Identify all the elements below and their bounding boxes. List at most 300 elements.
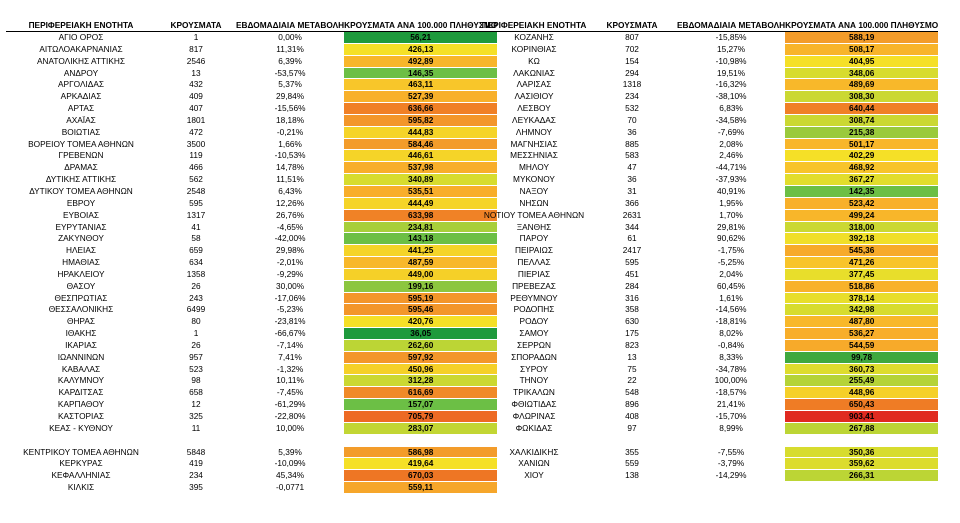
weekly-change-cell: 2,46% bbox=[719, 150, 743, 161]
cases-cell: 817 bbox=[189, 43, 203, 54]
per100k-cell: 449,00 bbox=[344, 268, 497, 280]
table-row bbox=[481, 375, 938, 387]
region-cell: ΚΑΣΤΟΡΙΑΣ bbox=[57, 411, 105, 421]
table-row bbox=[6, 150, 497, 162]
cases-cell: 1318 bbox=[622, 79, 642, 90]
weekly-change-cell bbox=[236, 434, 344, 446]
cases-cell: 26 bbox=[191, 339, 201, 350]
region-cell: ΓΡΕΒΕΝΩΝ bbox=[58, 150, 104, 161]
header-region: ΠΕΡΙΦΕΡΕΙΑΚΗ ΕΝΟΤΗΤΑ bbox=[6, 8, 156, 32]
cases-cell: 6499 bbox=[186, 304, 206, 315]
weekly-change-cell: -34,78% bbox=[715, 363, 747, 374]
weekly-change-cell: 18,18% bbox=[275, 114, 305, 125]
table-row bbox=[481, 185, 938, 197]
table-row bbox=[6, 375, 497, 387]
region-cell: ΔΥΤΙΚΗΣ ΑΤΤΙΚΗΣ bbox=[45, 174, 117, 185]
per100k-cell: 402,29 bbox=[785, 150, 938, 162]
per100k-cell: 146,35 bbox=[344, 67, 497, 79]
table-row bbox=[481, 43, 938, 55]
weekly-change-cell: 14,78% bbox=[275, 162, 305, 173]
per100k-cell: 595,46 bbox=[344, 304, 497, 316]
weekly-change-cell: 2,04% bbox=[719, 268, 743, 279]
weekly-change-cell: -44,71% bbox=[715, 162, 747, 173]
weekly-change-cell: 21,41% bbox=[716, 399, 746, 410]
table-row bbox=[481, 32, 938, 44]
cases-cell: 284 bbox=[625, 280, 639, 291]
region-cell: ΛΑΣΙΘΙΟΥ bbox=[514, 91, 554, 102]
per100k-cell: 450,96 bbox=[344, 363, 497, 375]
cases-cell: 154 bbox=[625, 55, 639, 66]
cases-cell: 234 bbox=[189, 470, 203, 481]
table-row bbox=[481, 91, 938, 103]
per100k-cell: 404,95 bbox=[785, 55, 938, 67]
cases-cell: 243 bbox=[189, 292, 203, 303]
region-cell bbox=[6, 434, 156, 446]
cases-cell: 175 bbox=[625, 328, 639, 339]
table-row bbox=[481, 446, 938, 458]
table-row bbox=[481, 197, 938, 209]
cases-cell: 358 bbox=[625, 304, 639, 315]
per100k-cell: 535,51 bbox=[344, 185, 497, 197]
cases-cell: 344 bbox=[625, 221, 639, 232]
cases-cell: 407 bbox=[189, 103, 203, 114]
cases-cell: 896 bbox=[625, 399, 639, 410]
region-cell: ΝΟΤΙΟΥ ΤΟΜΕΑ ΑΘΗΝΩΝ bbox=[483, 209, 585, 220]
table-row bbox=[6, 422, 497, 434]
cases-cell: 1317 bbox=[186, 209, 206, 220]
table-row bbox=[481, 411, 938, 423]
weekly-change-cell: 100,00% bbox=[714, 375, 748, 386]
region-cell: ΚΑΡΔΙΤΣΑΣ bbox=[58, 387, 104, 398]
table-row bbox=[481, 434, 938, 446]
right-header-row bbox=[481, 8, 938, 32]
per100k-cell: 340,89 bbox=[344, 174, 497, 186]
cases-cell: 562 bbox=[189, 174, 203, 185]
weekly-change-cell: 19,51% bbox=[716, 67, 746, 78]
table-row bbox=[6, 446, 497, 458]
region-cell: ΚΕΝΤΡΙΚΟΥ ΤΟΜΕΑ ΑΘΗΝΩΝ bbox=[23, 446, 139, 457]
table-row bbox=[6, 399, 497, 411]
per100k-cell: 142,35 bbox=[785, 185, 938, 197]
per100k-cell: 501,17 bbox=[785, 138, 938, 150]
cases-cell: 2546 bbox=[186, 55, 206, 66]
weekly-change-cell: 7,41% bbox=[278, 351, 302, 362]
weekly-change-cell: 26,76% bbox=[275, 209, 305, 220]
per100k-cell: 426,13 bbox=[344, 43, 497, 55]
cases-cell: 97 bbox=[627, 422, 637, 433]
region-cell: ΦΩΚΙΔΑΣ bbox=[515, 422, 553, 433]
region-cell: ΚΑΒΑΛΑΣ bbox=[61, 363, 101, 374]
region-cell: ΔΥΤΙΚΟΥ ΤΟΜΕΑ ΑΘΗΝΩΝ bbox=[29, 185, 133, 196]
weekly-change-cell: -22,80% bbox=[274, 411, 306, 421]
table-row bbox=[6, 482, 497, 494]
region-cell: ΖΑΚΥΝΘΟΥ bbox=[58, 233, 104, 244]
cases-cell: 234 bbox=[625, 91, 639, 102]
per100k-cell: 705,79 bbox=[344, 411, 497, 423]
table-row bbox=[481, 209, 938, 221]
cases-cell: 26 bbox=[191, 280, 201, 291]
cases-cell: 119 bbox=[189, 150, 203, 161]
per100k-cell: 487,59 bbox=[344, 257, 497, 269]
region-cell: ΝΗΣΩΝ bbox=[519, 197, 549, 208]
region-cell: ΣΠΟΡΑΔΩΝ bbox=[511, 351, 557, 362]
table-row bbox=[6, 434, 497, 446]
right-table bbox=[481, 8, 938, 482]
table-row bbox=[481, 162, 938, 174]
left-table-body bbox=[6, 32, 497, 494]
per100k-cell: 234,81 bbox=[344, 221, 497, 233]
per100k-cell: 350,36 bbox=[785, 446, 938, 458]
weekly-change-cell: -7,55% bbox=[717, 446, 745, 457]
cases-cell: 12 bbox=[191, 399, 201, 410]
table-row bbox=[481, 328, 938, 340]
table-row bbox=[6, 114, 497, 126]
cases-cell: 47 bbox=[627, 162, 637, 173]
weekly-change-cell: 10,00% bbox=[275, 422, 305, 433]
table-row bbox=[6, 268, 497, 280]
region-cell: ΑΓΙΟ ΟΡΟΣ bbox=[58, 32, 104, 43]
table-row bbox=[481, 221, 938, 233]
region-cell: ΞΑΝΘΗΣ bbox=[516, 221, 552, 232]
cases-cell: 1 bbox=[193, 328, 199, 339]
header-region: ΠΕΡΙΦΕΡΕΙΑΚΗ ΕΝΟΤΗΤΑ bbox=[481, 8, 587, 32]
table-row bbox=[481, 280, 938, 292]
cases-cell: 325 bbox=[189, 411, 203, 421]
weekly-change-cell: 40,91% bbox=[716, 185, 746, 196]
table-row bbox=[6, 245, 497, 257]
per100k-cell: 255,49 bbox=[785, 375, 938, 387]
per100k-cell: 446,61 bbox=[344, 150, 497, 162]
region-cell: ΧΑΝΙΩΝ bbox=[518, 458, 550, 469]
per100k-cell: 559,11 bbox=[344, 482, 497, 494]
per100k-cell: 267,88 bbox=[785, 422, 938, 434]
region-cell: ΙΚΑΡΙΑΣ bbox=[65, 339, 97, 350]
weekly-change-cell: 8,33% bbox=[719, 351, 743, 362]
cases-cell: 548 bbox=[625, 387, 639, 398]
per100k-cell: 463,11 bbox=[344, 79, 497, 91]
region-cell: ΜΕΣΣΗΝΙΑΣ bbox=[510, 150, 558, 161]
left-table bbox=[6, 8, 497, 494]
region-cell: ΠΕΙΡΑΙΩΣ bbox=[515, 245, 553, 256]
per100k-cell: 318,00 bbox=[785, 221, 938, 233]
per100k-cell: 616,69 bbox=[344, 387, 497, 399]
table-row bbox=[6, 292, 497, 304]
table-row bbox=[6, 411, 497, 423]
region-cell: ΜΑΓΝΗΣΙΑΣ bbox=[510, 138, 558, 149]
cases-cell: 466 bbox=[189, 162, 203, 173]
weekly-change-cell: -2,01% bbox=[276, 257, 304, 268]
weekly-change-cell: 5,39% bbox=[278, 446, 302, 457]
region-cell: ΒΟΙΩΤΙΑΣ bbox=[61, 126, 101, 137]
region-cell: ΧΑΛΚΙΔΙΚΗΣ bbox=[509, 446, 559, 457]
region-cell: ΙΘΑΚΗΣ bbox=[65, 328, 97, 339]
table-row bbox=[481, 79, 938, 91]
weekly-change-cell: 8,02% bbox=[719, 328, 743, 339]
table-row bbox=[481, 174, 938, 186]
cases-cell: 80 bbox=[191, 316, 201, 327]
table-row bbox=[481, 422, 938, 434]
region-cell: ΚΟΡΙΝΘΙΑΣ bbox=[511, 43, 557, 54]
region-cell: ΑΝΔΡΟΥ bbox=[63, 67, 99, 78]
per100k-cell: 392,18 bbox=[785, 233, 938, 245]
table-row bbox=[6, 138, 497, 150]
per100k-cell: 650,43 bbox=[785, 399, 938, 411]
cases-cell: 432 bbox=[189, 79, 203, 90]
per100k-cell: 348,06 bbox=[785, 67, 938, 79]
weekly-change-cell: 1,61% bbox=[719, 292, 743, 303]
table-row bbox=[6, 363, 497, 375]
region-cell: ΚΙΛΚΙΣ bbox=[67, 482, 95, 493]
per100k-cell: 636,66 bbox=[344, 103, 497, 115]
per100k-cell bbox=[344, 434, 497, 446]
region-cell: ΑΡΤΑΣ bbox=[67, 103, 95, 114]
per100k-cell: 367,27 bbox=[785, 174, 938, 186]
weekly-change-cell: 29,84% bbox=[275, 91, 305, 102]
weekly-change-cell: -14,29% bbox=[715, 470, 747, 481]
cases-cell: 366 bbox=[625, 197, 639, 208]
table-row bbox=[6, 458, 497, 470]
region-cell: ΙΩΑΝΝΙΝΩΝ bbox=[57, 351, 105, 362]
region-cell: ΑΡΓΟΛΙΔΑΣ bbox=[58, 79, 104, 90]
cases-cell: 885 bbox=[625, 138, 639, 149]
table-row bbox=[481, 103, 938, 115]
per100k-cell: 640,44 bbox=[785, 103, 938, 115]
table-row bbox=[6, 174, 497, 186]
per100k-cell: 99,78 bbox=[785, 351, 938, 363]
weekly-change-cell: -4,65% bbox=[276, 221, 304, 232]
weekly-change-cell bbox=[677, 434, 785, 446]
weekly-change-cell: -15,70% bbox=[715, 411, 747, 421]
cases-cell: 316 bbox=[625, 292, 639, 303]
cases-cell: 36 bbox=[627, 126, 637, 137]
region-cell: ΔΡΑΜΑΣ bbox=[64, 162, 98, 173]
per100k-cell: 544,59 bbox=[785, 339, 938, 351]
per100k-cell: 536,27 bbox=[785, 328, 938, 340]
region-cell: ΤΡΙΚΑΛΩΝ bbox=[513, 387, 555, 398]
cases-cell: 58 bbox=[191, 233, 201, 244]
region-cell: ΕΥΒΟΙΑΣ bbox=[62, 209, 100, 220]
per100k-cell: 444,83 bbox=[344, 126, 497, 138]
table-row bbox=[481, 268, 938, 280]
per100k-cell: 518,86 bbox=[785, 280, 938, 292]
table-row bbox=[6, 233, 497, 245]
cases-cell: 3500 bbox=[186, 138, 206, 149]
weekly-change-cell: -5,25% bbox=[717, 257, 745, 268]
cases-cell: 138 bbox=[625, 470, 639, 481]
weekly-change-cell: -15,85% bbox=[715, 32, 747, 43]
cases-cell: 595 bbox=[625, 257, 639, 268]
per100k-cell: 537,98 bbox=[344, 162, 497, 174]
table-row bbox=[481, 245, 938, 257]
cases-cell bbox=[587, 434, 677, 446]
weekly-change-cell: -0,84% bbox=[717, 339, 745, 350]
cases-cell bbox=[156, 434, 236, 446]
cases-cell: 583 bbox=[625, 150, 639, 161]
weekly-change-cell: 6,83% bbox=[719, 103, 743, 114]
per100k-cell: 359,62 bbox=[785, 458, 938, 470]
weekly-change-cell: -7,45% bbox=[276, 387, 304, 398]
region-cell: ΦΘΙΩΤΙΔΑΣ bbox=[511, 399, 557, 410]
weekly-change-cell: -53,57% bbox=[274, 67, 306, 78]
cases-cell: 807 bbox=[625, 32, 639, 43]
weekly-change-cell: -7,14% bbox=[276, 339, 304, 350]
region-cell: ΚΑΡΠΑΘΟΥ bbox=[57, 399, 105, 410]
weekly-change-cell: 90,62% bbox=[716, 233, 746, 244]
region-cell: ΠΡΕΒΕΖΑΣ bbox=[512, 280, 556, 291]
weekly-change-cell: -15,56% bbox=[274, 103, 306, 114]
table-row bbox=[481, 126, 938, 138]
weekly-change-cell: 8,99% bbox=[719, 422, 743, 433]
table-row bbox=[6, 43, 497, 55]
weekly-change-cell: -34,58% bbox=[715, 114, 747, 125]
per100k-cell: 215,38 bbox=[785, 126, 938, 138]
cases-cell: 13 bbox=[191, 67, 201, 78]
per100k-cell: 545,36 bbox=[785, 245, 938, 257]
cases-cell: 5848 bbox=[186, 446, 206, 457]
per100k-cell: 584,46 bbox=[344, 138, 497, 150]
weekly-change-cell: 11,31% bbox=[276, 43, 304, 54]
per100k-cell: 595,82 bbox=[344, 114, 497, 126]
table-row bbox=[6, 209, 497, 221]
cases-cell: 1 bbox=[193, 32, 199, 43]
region-cell: ΧΙΟΥ bbox=[524, 470, 544, 481]
cases-cell: 630 bbox=[625, 316, 639, 327]
weekly-change-cell: 0,00% bbox=[278, 32, 302, 43]
region-cell: ΛΑΚΩΝΙΑΣ bbox=[513, 67, 555, 78]
cases-cell: 11 bbox=[191, 422, 201, 433]
cases-cell: 22 bbox=[627, 375, 637, 386]
table-row bbox=[6, 197, 497, 209]
per100k-cell: 308,74 bbox=[785, 114, 938, 126]
region-cell: ΛΑΡΙΣΑΣ bbox=[516, 79, 552, 90]
weekly-change-cell: 6,39% bbox=[278, 55, 302, 66]
cases-cell: 294 bbox=[625, 67, 639, 78]
table-row bbox=[6, 91, 497, 103]
table-row bbox=[481, 458, 938, 470]
region-cell: ΜΥΚΟΝΟΥ bbox=[513, 174, 555, 185]
weekly-change-cell: -10,53% bbox=[274, 150, 306, 161]
table-row bbox=[6, 257, 497, 269]
table-row bbox=[481, 150, 938, 162]
weekly-change-cell: -9,29% bbox=[276, 268, 304, 279]
region-cell: ΑΧΑΪΑΣ bbox=[66, 114, 96, 125]
table-row bbox=[481, 316, 938, 328]
weekly-change-cell: -38,10% bbox=[715, 91, 747, 102]
region-cell: ΚΕΡΚΥΡΑΣ bbox=[59, 458, 103, 469]
header-cases: ΚΡΟΥΣΜΑΤΑ bbox=[587, 8, 677, 32]
table-row bbox=[481, 233, 938, 245]
per100k-cell: 378,14 bbox=[785, 292, 938, 304]
region-cell: ΑΡΚΑΔΙΑΣ bbox=[60, 91, 102, 102]
table-row bbox=[481, 257, 938, 269]
weekly-change-cell: 11,51% bbox=[276, 174, 304, 185]
region-cell bbox=[481, 434, 587, 446]
weekly-change-cell: -5,23% bbox=[276, 304, 304, 315]
per100k-cell: 266,31 bbox=[785, 470, 938, 482]
table-row bbox=[481, 387, 938, 399]
region-cell: ΡΟΔΟΥ bbox=[519, 316, 549, 327]
cases-cell: 41 bbox=[191, 221, 201, 232]
weekly-change-cell: -61,29% bbox=[274, 399, 306, 410]
per100k-cell: 595,19 bbox=[344, 292, 497, 304]
cases-cell: 2417 bbox=[622, 245, 642, 256]
table-row bbox=[481, 55, 938, 67]
table-row bbox=[6, 304, 497, 316]
region-cell: ΗΛΕΙΑΣ bbox=[65, 245, 97, 256]
cases-cell: 595 bbox=[189, 197, 203, 208]
table-row bbox=[6, 185, 497, 197]
cases-cell: 523 bbox=[189, 363, 203, 374]
region-cell: ΠΙΕΡΙΑΣ bbox=[517, 268, 551, 279]
cases-cell: 355 bbox=[625, 446, 639, 457]
weekly-change-cell: 29,98% bbox=[275, 245, 305, 256]
region-cell: ΤΗΝΟΥ bbox=[519, 375, 549, 386]
per100k-cell: 157,07 bbox=[344, 399, 497, 411]
weekly-change-cell: -14,56% bbox=[715, 304, 747, 315]
weekly-change-cell: -17,06% bbox=[274, 292, 306, 303]
per100k-cell: 419,64 bbox=[344, 458, 497, 470]
per100k-cell: 508,17 bbox=[785, 43, 938, 55]
weekly-change-cell: -16,32% bbox=[715, 79, 747, 90]
per100k-cell: 597,92 bbox=[344, 351, 497, 363]
table-row bbox=[481, 363, 938, 375]
cases-cell: 957 bbox=[189, 351, 203, 362]
cases-cell: 70 bbox=[627, 114, 637, 125]
per100k-cell: 527,39 bbox=[344, 91, 497, 103]
region-cell: ΘΗΡΑΣ bbox=[66, 316, 96, 327]
region-cell: ΚΕΑΣ - ΚΥΘΝΟΥ bbox=[49, 422, 113, 433]
region-cell: ΣΑΜΟΥ bbox=[519, 328, 549, 339]
cases-cell: 36 bbox=[627, 174, 637, 185]
region-cell: ΘΑΣΟΥ bbox=[66, 280, 96, 291]
per100k-cell: 420,76 bbox=[344, 316, 497, 328]
weekly-change-cell: 2,08% bbox=[719, 138, 743, 149]
table-row bbox=[481, 138, 938, 150]
weekly-change-cell: -10,98% bbox=[715, 55, 747, 66]
weekly-change-cell: -0,0771 bbox=[275, 482, 305, 493]
cases-cell: 408 bbox=[625, 411, 639, 421]
cases-cell: 1358 bbox=[186, 268, 206, 279]
table-row bbox=[6, 126, 497, 138]
cases-cell: 702 bbox=[625, 43, 639, 54]
region-cell: ΣΕΡΡΩΝ bbox=[517, 339, 551, 350]
weekly-change-cell: -1,32% bbox=[276, 363, 304, 374]
table-row bbox=[6, 79, 497, 91]
weekly-change-cell: -66,67% bbox=[274, 328, 306, 339]
region-cell: ΝΑΞΟΥ bbox=[519, 185, 549, 196]
per100k-cell: 262,60 bbox=[344, 339, 497, 351]
cases-cell: 31 bbox=[627, 185, 637, 196]
table-row bbox=[6, 316, 497, 328]
region-cell: ΛΕΥΚΑΔΑΣ bbox=[512, 114, 556, 125]
weekly-change-cell: 30,00% bbox=[275, 280, 305, 291]
weekly-change-cell: 15,27% bbox=[716, 43, 746, 54]
per100k-cell: 492,89 bbox=[344, 55, 497, 67]
weekly-change-cell: 5,37% bbox=[278, 79, 302, 90]
weekly-change-cell: 10,11% bbox=[276, 375, 304, 386]
weekly-change-cell: -0,21% bbox=[276, 126, 304, 137]
cases-cell: 823 bbox=[625, 339, 639, 350]
region-cell: ΕΥΡΥΤΑΝΙΑΣ bbox=[55, 221, 107, 232]
table-row bbox=[6, 55, 497, 67]
cases-cell: 659 bbox=[189, 245, 203, 256]
per100k-cell: 36,05 bbox=[344, 328, 497, 340]
region-cell: ΠΕΛΛΑΣ bbox=[517, 257, 551, 268]
per100k-cell: 444,49 bbox=[344, 197, 497, 209]
region-cell: ΚΕΦΑΛΛΗΝΙΑΣ bbox=[51, 470, 111, 481]
cases-cell: 532 bbox=[625, 103, 639, 114]
weekly-change-cell: -3,79% bbox=[717, 458, 745, 469]
